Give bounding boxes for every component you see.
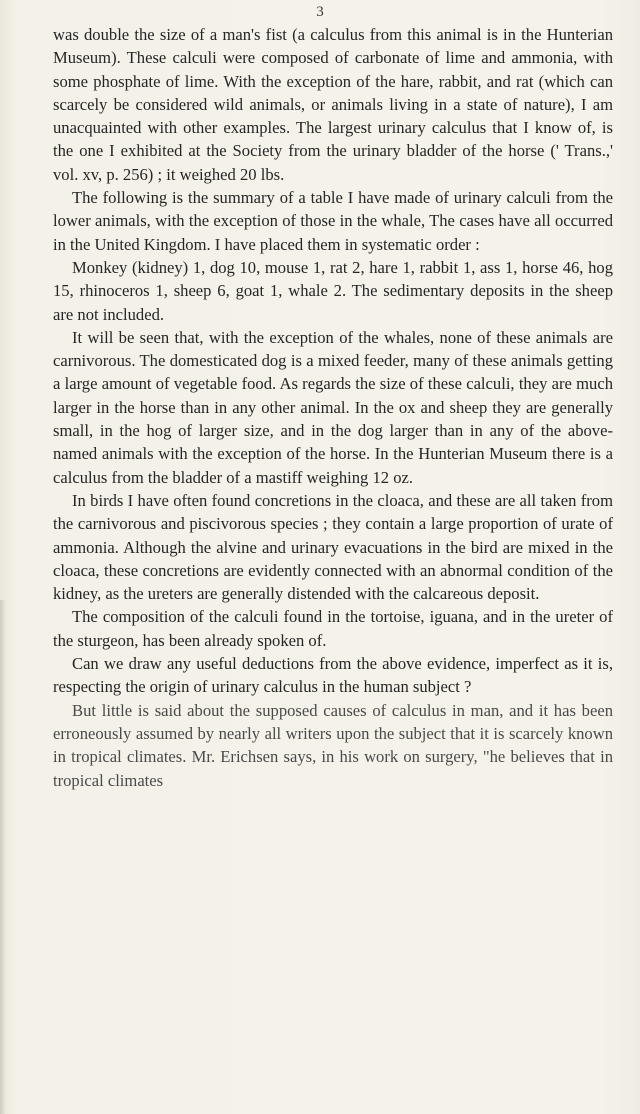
paragraph-tropical-climates: But little is said about the supposed causes of calculus in man, and it has been erroneously assumed by nearly all writers upon the subject that it is scarcely known in tropical climates. Mr. Erichsen says, in his work on surgery, "he believes that in tropical climates — [53, 700, 613, 790]
paragraph-animal-counts: Monkey (kidney) 1, dog 10, mouse 1, rat 2, hare 1, rabbit 1, ass 1, horse 46, hog 15, rhinoceros 1, sheep 6, goat 1, whale 2. The sedimentary deposits in the sheep are not included. — [53, 257, 613, 324]
paragraph-birds: In birds I have often found concretions in the cloaca, and these are all taken from the carnivorous and piscivorous species ; they contain a large proportion of urate of ammonia. Although the alvine and urinary evacuations in the bird are mixed in the cloaca, these concretions are evidently connected with an abnormal condition of the kidney, as the ureters are generally distended with the calcareous deposit. — [53, 490, 613, 604]
paragraph-summary-intro: The following is the summary of a table I have made of urinary calculi from the lower animals, with the exception of those in the whale, The cases have all occurred in the United Kingdom. I have placed them in systematic order : — [53, 188, 613, 254]
paragraph-tortoise-iguana: The composition of the calculi found in the tortoise, iguana, and in the ureter of the sturgeon, has been already spoken of. — [53, 607, 613, 650]
paragraph-deductions-question: Can we draw any useful deductions from the above evidence, imperfect as it is, respecting the origin of urinary calculus in the human subject ? — [53, 654, 613, 697]
body-text — [53, 23, 613, 792]
page-number: 3 — [316, 4, 324, 20]
paragraph-calculi-composition: was double the size of a man's fist (a calculus from this animal is in the Hunterian Museum). These calculi were composed of carbonate of lime and ammonia, with some phosphate of lime. With the exception of the hare, rabbit, and rat (which can scarcely be considered wild animals, or animals living in a state of nature), I am unacquainted with other examples. The largest urinary calculus that I know of, is the one I exhibited at the Society from the urinary bladder of the horse (' Trans.,' vol. xv, p. 256) ; it weighed 20 lbs. — [53, 25, 613, 184]
paragraph-carnivorous-note: It will be seen that, with the exception of the whales, none of these animals are carnivorous. The domesticated dog is a mixed feeder, many of these animals getting a large amount of vegetable food. As regards the size of these calculi, they are much larger in the horse than in any other animal. In the ox and sheep they are generally small, in the hog of larger size, and in the dog larger than in any of the above-named animals with the exception of the horse. In the Hunterian Museum there is a calculus from the bladder of a mastiff weighing 12 oz. — [53, 327, 613, 487]
page-gutter-shadow — [0, 600, 6, 1114]
